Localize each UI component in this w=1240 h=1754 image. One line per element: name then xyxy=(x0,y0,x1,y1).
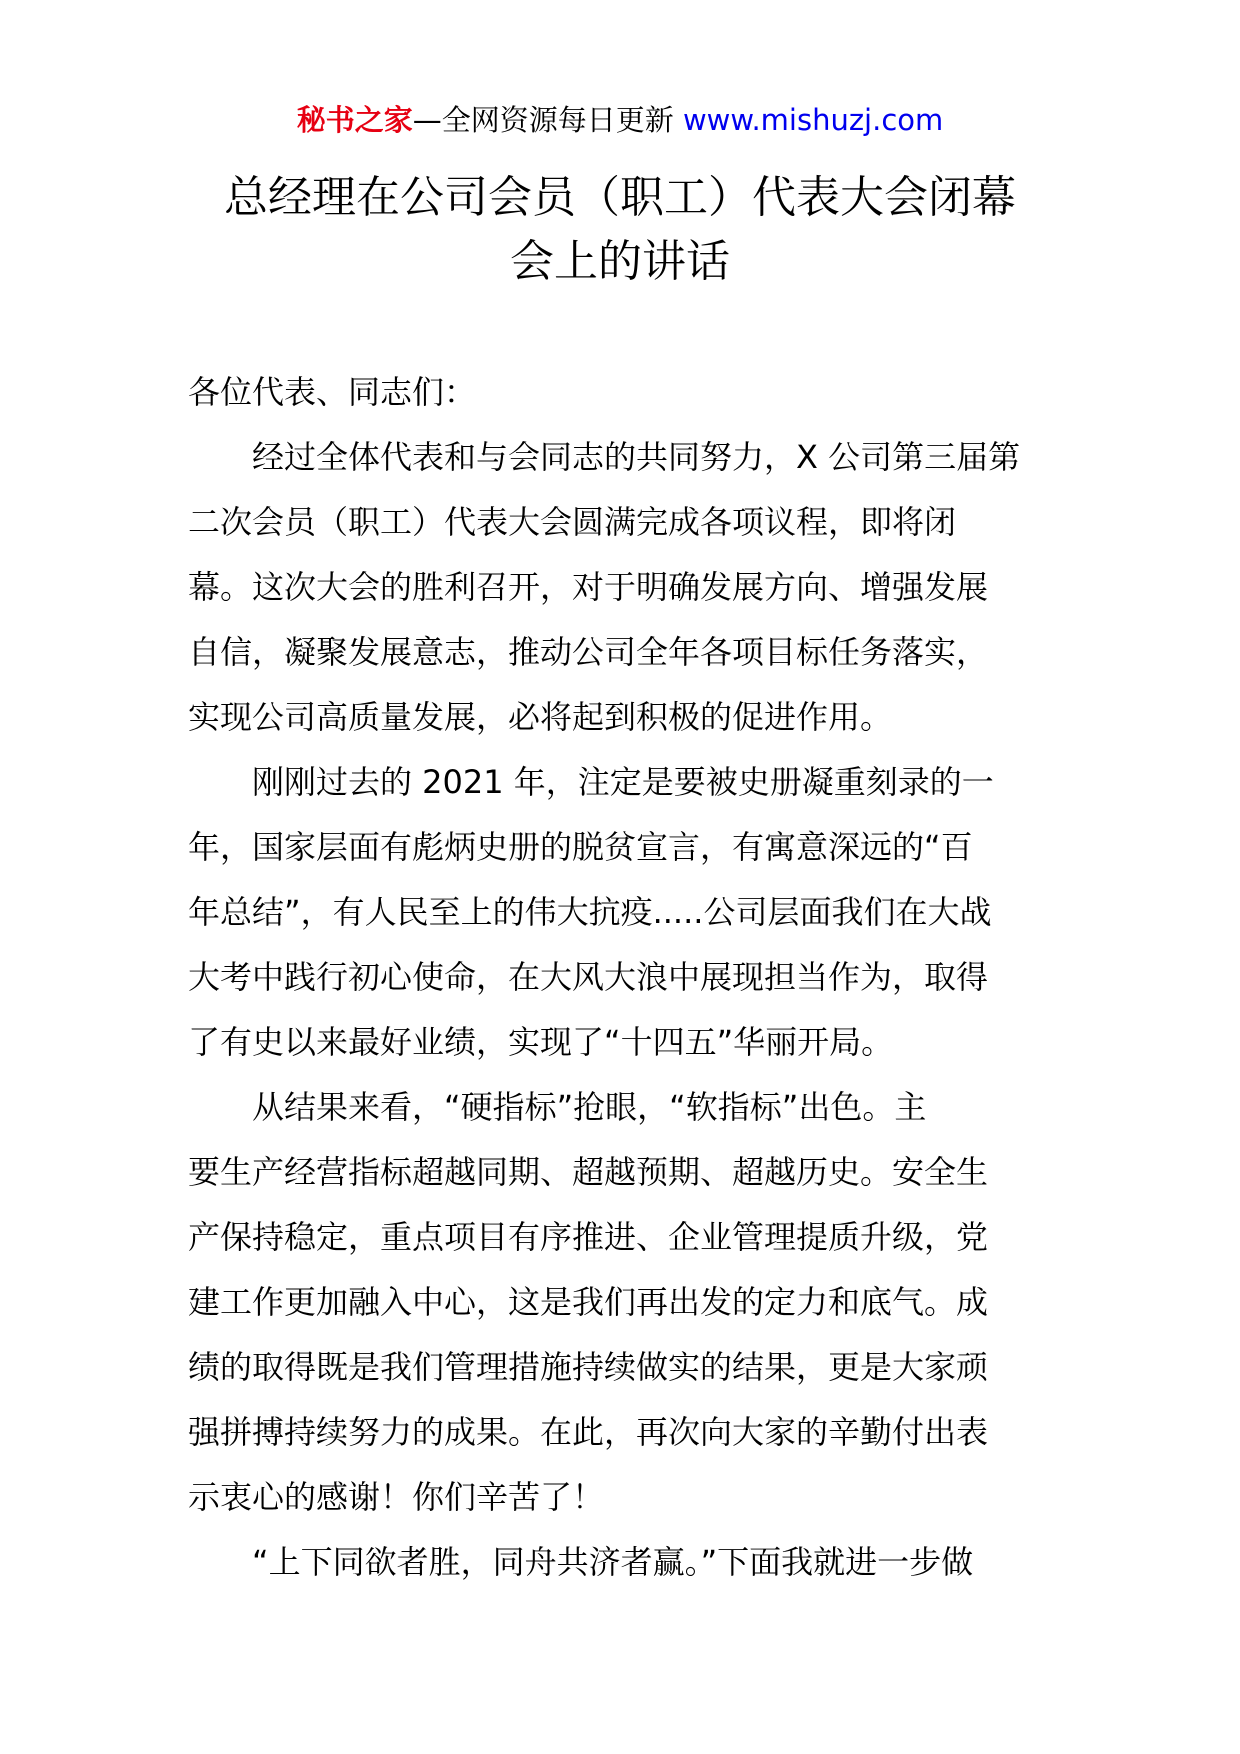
paragraph-2-line-5: 了有史以来最好业绩，实现了“十四五”华丽开局。 xyxy=(188,1023,894,1061)
paragraph-3-line-3: 产保持稳定，重点项目有序推进、企业管理提质升级，党 xyxy=(188,1218,989,1256)
paragraph-3-line-6: 强拼搏持续努力的成果。在此，再次向大家的辛勤付出表 xyxy=(188,1413,989,1451)
paragraph-2-line-2: 年，国家层面有彪炳史册的脱贫宣言，有寓意深远的“百 xyxy=(188,828,973,866)
document-title xyxy=(160,166,1080,294)
paragraph-2-line-4: 大考中践行初心使命，在大风大浪中展现担当作为，取得 xyxy=(188,958,989,996)
site-header xyxy=(0,100,1240,140)
paragraph-3-line-5: 绩的取得既是我们管理措施持续做实的结果，更是大家顽 xyxy=(188,1348,989,1386)
title-line-1: 总经理在公司会员（职工）代表大会闭幕 xyxy=(224,172,1016,223)
title-line-2: 会上的讲话 xyxy=(510,236,730,287)
site-slogan: —全网资源每日更新 xyxy=(412,103,683,137)
paragraph-3-line-7: 示衷心的感谢！你们辛苦了！ xyxy=(188,1478,605,1516)
paragraph-3-line-1: 从结果来看，“硬指标”抢眼，“软指标”出色。主 xyxy=(252,1088,927,1126)
document-body xyxy=(188,360,1060,1595)
paragraph-3-line-2: 要生产经营指标超越同期、超越预期、超越历史。安全生 xyxy=(188,1153,989,1191)
paragraph-2-line-1: 刚刚过去的 2021 年，注定是要被史册凝重刻录的一 xyxy=(252,763,994,801)
paragraph-2-line-3: 年总结”，有人民至上的伟大抗疫.....公司层面我们在大战 xyxy=(188,893,992,931)
site-url-link[interactable]: www.mishuzj.com xyxy=(682,103,944,137)
brand-name: 秘书之家 xyxy=(296,103,413,137)
paragraph-1-line-2: 二次会员（职工）代表大会圆满完成各项议程，即将闭 xyxy=(188,503,957,541)
paragraph-1-line-1: 经过全体代表和与会同志的共同努力，X 公司第三届第 xyxy=(252,438,1021,476)
paragraph-3-line-4: 建工作更加融入中心，这是我们再出发的定力和底气。成 xyxy=(188,1283,989,1321)
paragraph-4-line-1: “上下同欲者胜，同舟共济者赢。”下面我就进一步做 xyxy=(252,1543,974,1581)
paragraph-1-line-3: 幕。这次大会的胜利召开，对于明确发展方向、增强发展 xyxy=(188,568,989,606)
paragraph-1-line-5: 实现公司高质量发展，必将起到积极的促进作用。 xyxy=(188,698,893,736)
salutation-line: 各位代表、同志们： xyxy=(188,373,477,411)
paragraph-1-line-4: 自信，凝聚发展意志，推动公司全年各项目标任务落实， xyxy=(188,633,989,671)
